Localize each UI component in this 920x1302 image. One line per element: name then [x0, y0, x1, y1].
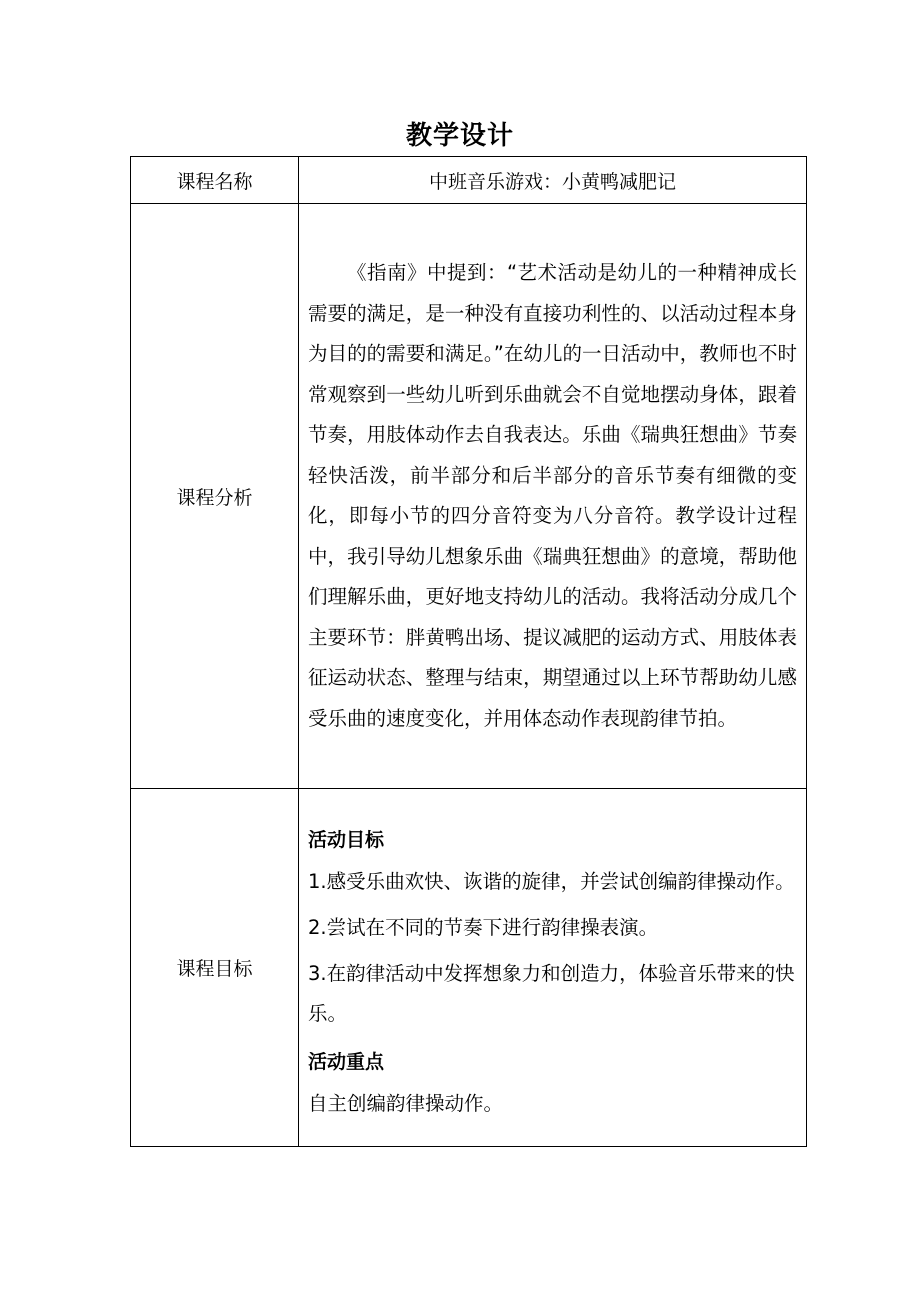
- activity-focus-text: 自主创编韵律操动作。: [308, 1091, 504, 1115]
- course-goals-label: 课程目标: [131, 789, 299, 1147]
- course-goals-cell: [299, 789, 807, 1147]
- document-title: 教学设计: [405, 121, 514, 151]
- activity-goal-item: 3.在韵律活动中发挥想象力和创造力，体验音乐带来的快乐。: [308, 961, 795, 1025]
- activity-goal-item: 1.感受乐曲欢快、诙谐的旋律，并尝试创编韵律操动作。: [308, 869, 795, 893]
- course-name-value: 中班音乐游戏：小黄鸭减肥记: [299, 157, 807, 204]
- lesson-design-table: [130, 156, 807, 1147]
- course-goals-content: [299, 812, 806, 1124]
- course-analysis-cell: [299, 204, 807, 789]
- course-analysis-label: 课程分析: [131, 204, 299, 789]
- course-analysis-text: 《指南》中提到：“艺术活动是幼儿的一种精神成长需要的满足，是一种没有直接功利性的、以活动过程本身为目的的需要和满足。”在幼儿的一日活动中，教师也不时常观察到一些幼儿听到乐曲就会不自觉地摆动身体，跟着节奏，用肢体动作去自我表达。乐曲《瑞典狂想曲》节奏轻快活泼，前半部分和后半部分的音乐节奏有细微的变化，即每小节的四分音符变为八分音符。教学设计过程中，我引导幼儿想象乐曲《瑞典狂想曲》的意境，帮助他们理解乐曲，更好地支持幼儿的活动。我将活动分成几个主要环节：胖黄鸭出场、提议减肥的运动方式、用肢体表征运动状态、整理与结束，期望通过以上环节帮助幼儿感受乐曲的速度变化，并用体态动作表现韵律节拍。: [308, 261, 797, 730]
- table-row-course-name: [131, 157, 807, 204]
- table-row-course-goals: [131, 789, 807, 1147]
- course-name-label: 课程名称: [131, 157, 299, 204]
- activity-goals-heading: 活动目标: [308, 828, 385, 851]
- activity-goal-item: 2.尝试在不同的节奏下进行韵律操表演。: [308, 915, 659, 939]
- activity-focus-heading: 活动重点: [308, 1050, 385, 1073]
- table-row-course-analysis: [131, 204, 807, 789]
